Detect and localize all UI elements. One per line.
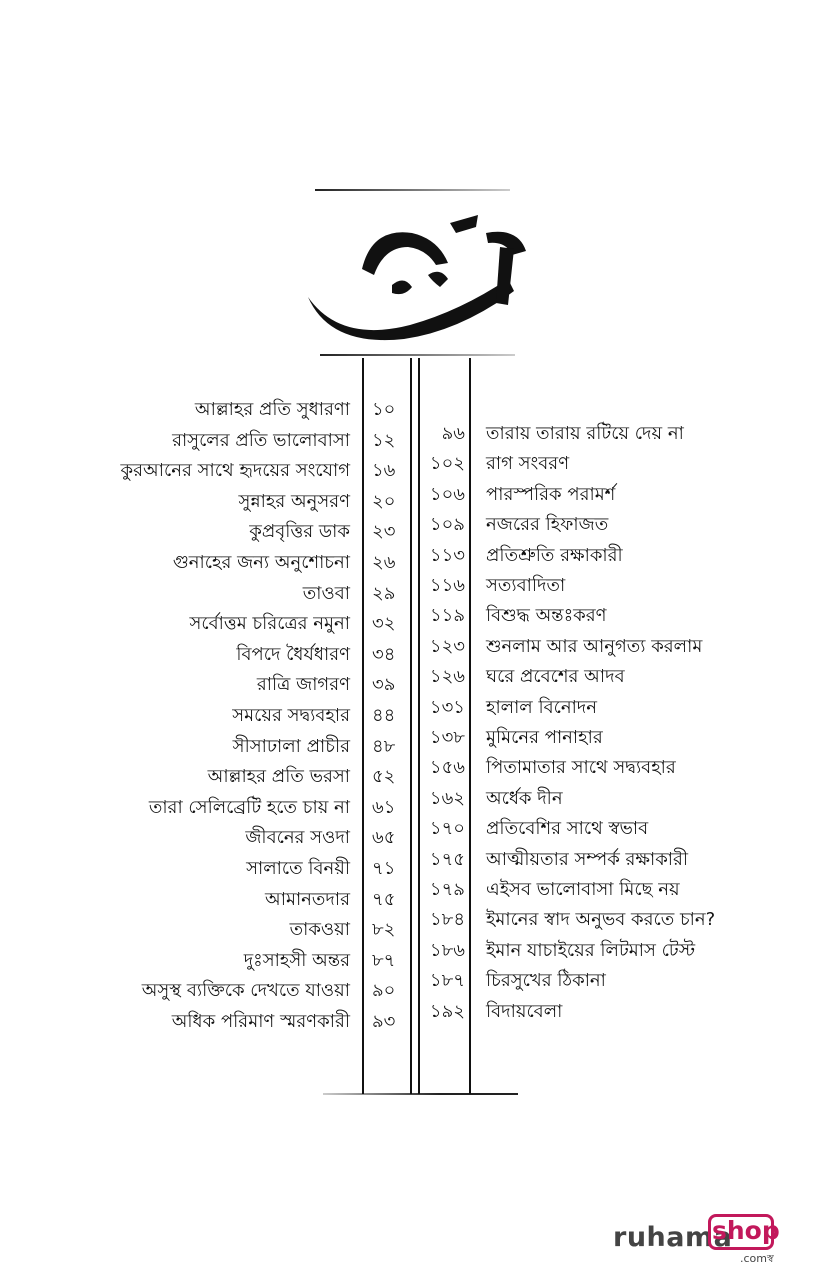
toc-entry-title: কুপ্রবৃত্তির ডাক — [249, 521, 350, 543]
toc-entry-title: বিপদে ধৈর্যধারণ — [236, 643, 350, 665]
toc-entry-page: ৭৫ — [372, 888, 396, 910]
toc-entry-title: আল্লাহর প্রতি সুধারণা — [194, 399, 350, 420]
toc-entry-page: ১৩৮ — [429, 727, 465, 748]
toc-entry-title: তারা সেলিব্রেটি হতে চায় না — [148, 796, 350, 818]
toc-entry-title: হালাল বিনোদন — [486, 696, 598, 718]
toc-entry-title: নজরের হিফাজত — [486, 514, 609, 536]
logo-word-ruhama: ruhama — [613, 1222, 733, 1253]
column-line-4 — [469, 358, 471, 1094]
toc-entry-page: ৩২ — [372, 613, 396, 635]
toc-entry-page: ২৬ — [372, 552, 396, 573]
toc-entry-page: ৫২ — [372, 766, 396, 788]
toc-entry-title: রাত্রি জাগরণ — [256, 674, 350, 696]
toc-entry-title: অর্ধেক দীন — [486, 787, 563, 809]
toc-entry-page: ৩৪ — [372, 643, 396, 665]
toc-entry-title: তারায় তারায় রটিয়ে দেয় না — [486, 423, 684, 444]
toc-entry-page: ২৩ — [372, 521, 396, 543]
toc-entry-title: চিরসুখের ঠিকানা — [486, 970, 606, 992]
toc-entry-page: ১০ — [372, 399, 396, 420]
toc-entry-page: ৯৩ — [372, 1011, 396, 1032]
toc-entry-page: ১১৬ — [429, 575, 465, 596]
toc-entry-page: ১৯২ — [429, 1000, 465, 1022]
title-underline-rule — [320, 354, 515, 356]
column-line-3 — [418, 358, 420, 1094]
logo-suffix: .comস্ব — [740, 1252, 774, 1265]
toc-entry-title: কুরআনের সাথে হৃদয়ের সংযোগ — [120, 460, 350, 482]
toc-entry-page: ৮৭ — [372, 949, 396, 971]
toc-entry-title: ঘরে প্রবেশের আদব — [486, 666, 625, 688]
toc-entry-title: সুন্নাহর অনুসরণ — [238, 490, 350, 512]
toc-entry-title: বিদায়বেলা — [486, 1000, 563, 1022]
toc-entry-title: অধিক পরিমাণ স্মরণকারী — [171, 1011, 350, 1032]
toc-entry-page: ১০২ — [429, 453, 465, 475]
toc-entry-title: প্রতিবেশির সাথে স্বভাব — [486, 818, 649, 840]
toc-entry-page: ৩৯ — [372, 674, 396, 696]
toc-entry-page: ১৮৭ — [429, 970, 465, 992]
column-line-2 — [410, 358, 412, 1094]
toc-entry-page: ১০৬ — [429, 483, 465, 505]
toc-entry-page: ৪৮ — [372, 735, 396, 757]
toc-entry-title: অসুস্থ ব্যক্তিকে দেখতে যাওয়া — [141, 980, 350, 1002]
toc-entry-page: ১৫৬ — [429, 757, 465, 779]
toc-entry-page: ১২৩ — [429, 635, 465, 657]
toc-entry-title: তাকওয়া — [289, 919, 350, 941]
toc-entry-page: ১২ — [372, 429, 396, 451]
toc-entry-page: ১৮৪ — [429, 909, 465, 931]
toc-entry-page: ২৯ — [372, 582, 396, 604]
toc-entry-page: ১০৯ — [429, 514, 465, 536]
toc-entry-title: বিশুদ্ধ অন্তঃকরণ — [486, 605, 607, 627]
toc-entry-page: ১২৬ — [429, 666, 465, 688]
toc-entry-title: পারস্পরিক পরামর্শ — [486, 483, 616, 505]
toc-entry-page: ১১৯ — [429, 605, 465, 627]
toc-entry-page: ৬৫ — [372, 827, 396, 849]
toc-entry-page: ৮২ — [372, 919, 396, 941]
toc-entry-title: ইমান যাচাইয়ের লিটমাস টেস্ট — [486, 939, 696, 961]
toc-entry-page: ২০ — [372, 490, 396, 512]
toc-entry-title: দুঃসাহসী অন্তর — [243, 949, 350, 971]
page-title-calligraphy — [300, 205, 540, 345]
toc-entry-title: মুমিনের পানাহার — [486, 727, 603, 748]
ruhama-shop-logo — [613, 1214, 813, 1266]
toc-entry-page: ১৭৫ — [429, 848, 465, 870]
toc-entry-page: ১৭৯ — [429, 879, 465, 900]
toc-entry-title: সত্যবাদিতা — [486, 575, 566, 596]
toc-entry-title: রাগ সংবরণ — [486, 453, 570, 475]
toc-entry-title: সালাতে বিনয়ী — [246, 858, 350, 879]
toc-entry-title: তাওবা — [302, 582, 350, 604]
toc-entry-title: আমানতদার — [264, 888, 350, 910]
toc-entry-title: সীসাঢালা প্রাচীর — [232, 735, 350, 757]
logo-word-shop: shop — [712, 1216, 780, 1245]
toc-entry-title: গুনাহের জন্য অনুশোচনা — [172, 552, 350, 573]
column-line-1 — [362, 358, 364, 1094]
toc-entry-title: সর্বোত্তম চরিত্রের নমুনা — [189, 613, 350, 635]
toc-entry-page: ৬১ — [372, 796, 396, 818]
top-rule — [315, 189, 510, 191]
toc-entry-page: ১১৩ — [429, 544, 465, 566]
bottom-rule — [323, 1093, 518, 1095]
toc-entry-page: ৯৬ — [441, 423, 465, 444]
toc-entry-title: শুনলাম আর আনুগত্য করলাম — [486, 635, 703, 657]
toc-entry-page: ১৩১ — [429, 696, 465, 718]
toc-entry-title: আল্লাহর প্রতি ভরসা — [207, 766, 350, 788]
toc-entry-title: জীবনের সওদা — [245, 827, 350, 849]
toc-entry-title: রাসুলের প্রতি ভালোবাসা — [172, 429, 350, 451]
toc-entry-page: ৯০ — [372, 980, 396, 1002]
toc-entry-title: পিতামাতার সাথে সদ্ব্যবহার — [486, 757, 676, 779]
toc-entry-title: আত্মীয়তার সম্পর্ক রক্ষাকারী — [486, 848, 689, 870]
toc-entry-page: ৪৪ — [372, 705, 396, 726]
toc-entry-page: ১৬২ — [429, 787, 465, 809]
toc-entry-title: ইমানের স্বাদ অনুভব করতে চান? — [486, 909, 716, 931]
toc-entry-title: সময়ের সদ্ব্যবহার — [232, 705, 350, 726]
toc-entry-page: ১৭০ — [429, 818, 465, 840]
toc-entry-page: ১৮৬ — [429, 939, 465, 961]
toc-entry-title: প্রতিশ্রুতি রক্ষাকারী — [486, 544, 623, 566]
toc-entry-title: এইসব ভালোবাসা মিছে নয় — [486, 879, 680, 900]
toc-entry-page: ১৬ — [372, 460, 396, 482]
toc-entry-page: ৭১ — [372, 858, 396, 879]
